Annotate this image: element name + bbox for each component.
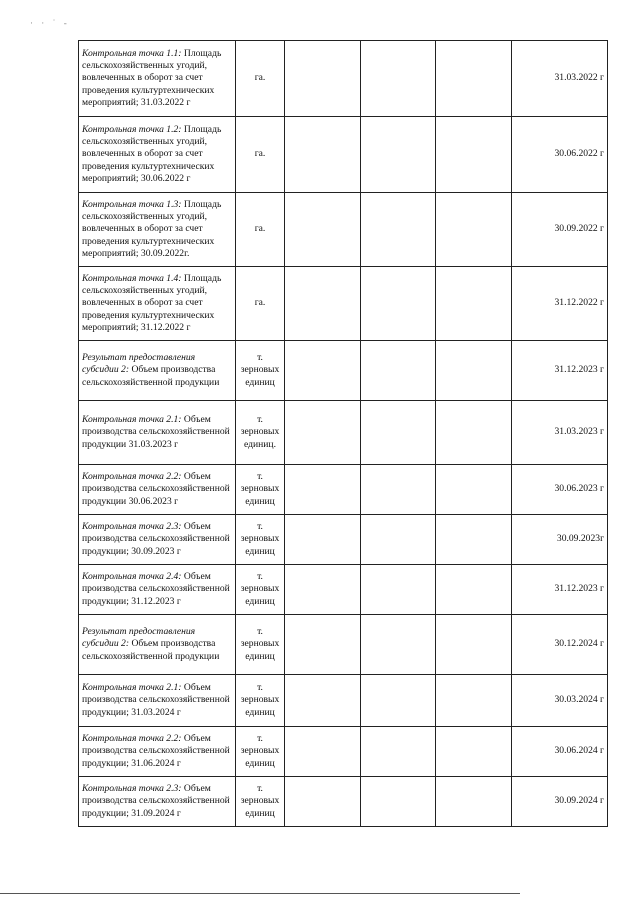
empty-cell: [436, 117, 512, 193]
row-body: Объем производства сельскохозяйственной продукции; 31.12.2023 г: [82, 571, 230, 607]
row-body: Объем производства сельскохозяйственной продукции; 30.09.2023 г: [82, 521, 230, 557]
row-lead: Контрольная точка 2.2:: [82, 733, 182, 745]
row-unit: т. зерновых единиц: [236, 615, 285, 675]
table-row: [79, 515, 608, 565]
row-body: Объем производства сельскохозяйственной продукции: [82, 638, 220, 662]
row-date: 30.12.2024 г: [512, 615, 608, 675]
row-unit: т. зерновых единиц: [236, 341, 285, 401]
row-description: [79, 401, 236, 465]
row-date: 30.03.2024 г: [512, 675, 608, 727]
row-lead: Результат предоставления субсидии 2:: [82, 352, 196, 376]
row-description: [79, 727, 236, 777]
table-row: [79, 267, 608, 341]
row-unit: т. зерновых единиц: [236, 777, 285, 827]
row-body: Площадь сельскохозяйственных угодий, вовлеченных в оборот за счет проведения культуртехнических мероприятий; 30.09.2022г.: [82, 198, 222, 259]
row-body: Площадь сельскохозяйственных угодий, вовлеченных в оборот за счет проведения культуртехнических мероприятий; 31.12.2022 г: [82, 272, 222, 333]
row-body: Объем производства сельскохозяйственной продукции; 31.09.2024 г: [82, 783, 230, 819]
row-date: 31.12.2023 г: [512, 565, 608, 615]
empty-cell: [436, 615, 512, 675]
row-description: [79, 267, 236, 341]
row-unit: т. зерновых единиц: [236, 515, 285, 565]
row-lead: Контрольная точка 2.1:: [82, 414, 182, 426]
table-row: [79, 401, 608, 465]
empty-cell: [436, 777, 512, 827]
empty-cell: [285, 565, 361, 615]
row-body: Объем производства сельскохозяйственной продукции; 31.06.2024 г: [82, 733, 230, 769]
row-description: [79, 515, 236, 565]
row-lead: Результат предоставления субсидии 2:: [82, 626, 196, 650]
row-description: [79, 117, 236, 193]
table-row: [79, 675, 608, 727]
row-date: 30.06.2022 г: [512, 117, 608, 193]
row-description: [79, 41, 236, 117]
empty-cell: [361, 267, 436, 341]
row-lead: Контрольная точка 2.3:: [82, 521, 182, 533]
empty-cell: [361, 675, 436, 727]
empty-cell: [285, 41, 361, 117]
empty-cell: [436, 341, 512, 401]
row-unit: т. зерновых единиц: [236, 465, 285, 515]
empty-cell: [285, 401, 361, 465]
empty-cell: [285, 267, 361, 341]
row-unit: га.: [236, 41, 285, 117]
row-lead: Контрольная точка 1.3:: [82, 198, 182, 210]
row-body: Объем производства сельскохозяйственной продукции; 31.03.2024 г: [82, 682, 230, 718]
table-row: [79, 565, 608, 615]
row-unit: га.: [236, 193, 285, 267]
row-lead: Контрольная точка 2.2:: [82, 471, 182, 483]
row-description: [79, 565, 236, 615]
empty-cell: [285, 675, 361, 727]
row-description: [79, 193, 236, 267]
row-unit: т. зерновых единиц.: [236, 401, 285, 465]
empty-cell: [285, 615, 361, 675]
row-lead: Контрольная точка 2.4:: [82, 571, 182, 583]
row-date: 31.12.2022 г: [512, 267, 608, 341]
row-date: 30.06.2024 г: [512, 727, 608, 777]
table-row: [79, 341, 608, 401]
empty-cell: [361, 777, 436, 827]
table-row: [79, 41, 608, 117]
empty-cell: [436, 267, 512, 341]
row-body: Объем производства сельскохозяйственной продукции 31.03.2023 г: [82, 414, 230, 450]
row-lead: Контрольная точка 1.2:: [82, 123, 182, 135]
row-unit: т. зерновых единиц: [236, 565, 285, 615]
empty-cell: [285, 515, 361, 565]
empty-cell: [436, 675, 512, 727]
control-points-table: [78, 40, 608, 827]
row-lead: Контрольная точка 1.4:: [82, 272, 182, 284]
row-description: [79, 675, 236, 727]
row-lead: Контрольная точка 2.1:: [82, 682, 182, 694]
row-date: 31.12.2023 г: [512, 341, 608, 401]
empty-cell: [361, 117, 436, 193]
row-description: [79, 615, 236, 675]
empty-cell: [285, 193, 361, 267]
table-row: [79, 193, 608, 267]
empty-cell: [361, 401, 436, 465]
page-bottom-rule: [0, 893, 520, 894]
table-row: [79, 465, 608, 515]
row-lead: Контрольная точка 1.1:: [82, 47, 182, 59]
row-date: 31.03.2022 г: [512, 41, 608, 117]
row-description: [79, 777, 236, 827]
empty-cell: [285, 777, 361, 827]
empty-cell: [436, 41, 512, 117]
empty-cell: [285, 727, 361, 777]
empty-cell: [436, 727, 512, 777]
table-row: [79, 117, 608, 193]
row-body: Объем производства сельскохозяйственной продукции: [82, 364, 220, 388]
table-row: [79, 615, 608, 675]
empty-cell: [436, 401, 512, 465]
row-unit: т. зерновых единиц: [236, 675, 285, 727]
empty-cell: [361, 465, 436, 515]
empty-cell: [361, 565, 436, 615]
empty-cell: [285, 465, 361, 515]
empty-cell: [436, 515, 512, 565]
table-row: [79, 777, 608, 827]
row-date: 30.09.2023г: [512, 515, 608, 565]
row-date: 30.09.2024 г: [512, 777, 608, 827]
row-unit: га.: [236, 117, 285, 193]
empty-cell: [361, 515, 436, 565]
row-description: [79, 465, 236, 515]
scan-artifact-marks: · · ˙ ‐: [30, 18, 70, 28]
empty-cell: [436, 565, 512, 615]
row-lead: Контрольная точка 2.3:: [82, 783, 182, 795]
empty-cell: [361, 727, 436, 777]
row-unit: га.: [236, 267, 285, 341]
row-date: 30.06.2023 г: [512, 465, 608, 515]
empty-cell: [361, 41, 436, 117]
empty-cell: [361, 615, 436, 675]
row-date: 30.09.2022 г: [512, 193, 608, 267]
row-body: Площадь сельскохозяйственных угодий, вовлеченных в оборот за счет проведения культуртехнических мероприятий; 30.06.2022 г: [82, 123, 222, 184]
row-body: Объем производства сельскохозяйственной продукции 30.06.2023 г: [82, 471, 230, 507]
empty-cell: [361, 341, 436, 401]
empty-cell: [436, 465, 512, 515]
table-row: [79, 727, 608, 777]
row-date: 31.03.2023 г: [512, 401, 608, 465]
empty-cell: [285, 117, 361, 193]
row-description: [79, 341, 236, 401]
row-body: Площадь сельскохозяйственных угодий, вовлеченных в оборот за счет проведения культуртехнических мероприятий; 31.03.2022 г: [82, 47, 222, 108]
row-unit: т. зерновых единиц: [236, 727, 285, 777]
empty-cell: [361, 193, 436, 267]
empty-cell: [436, 193, 512, 267]
empty-cell: [285, 341, 361, 401]
